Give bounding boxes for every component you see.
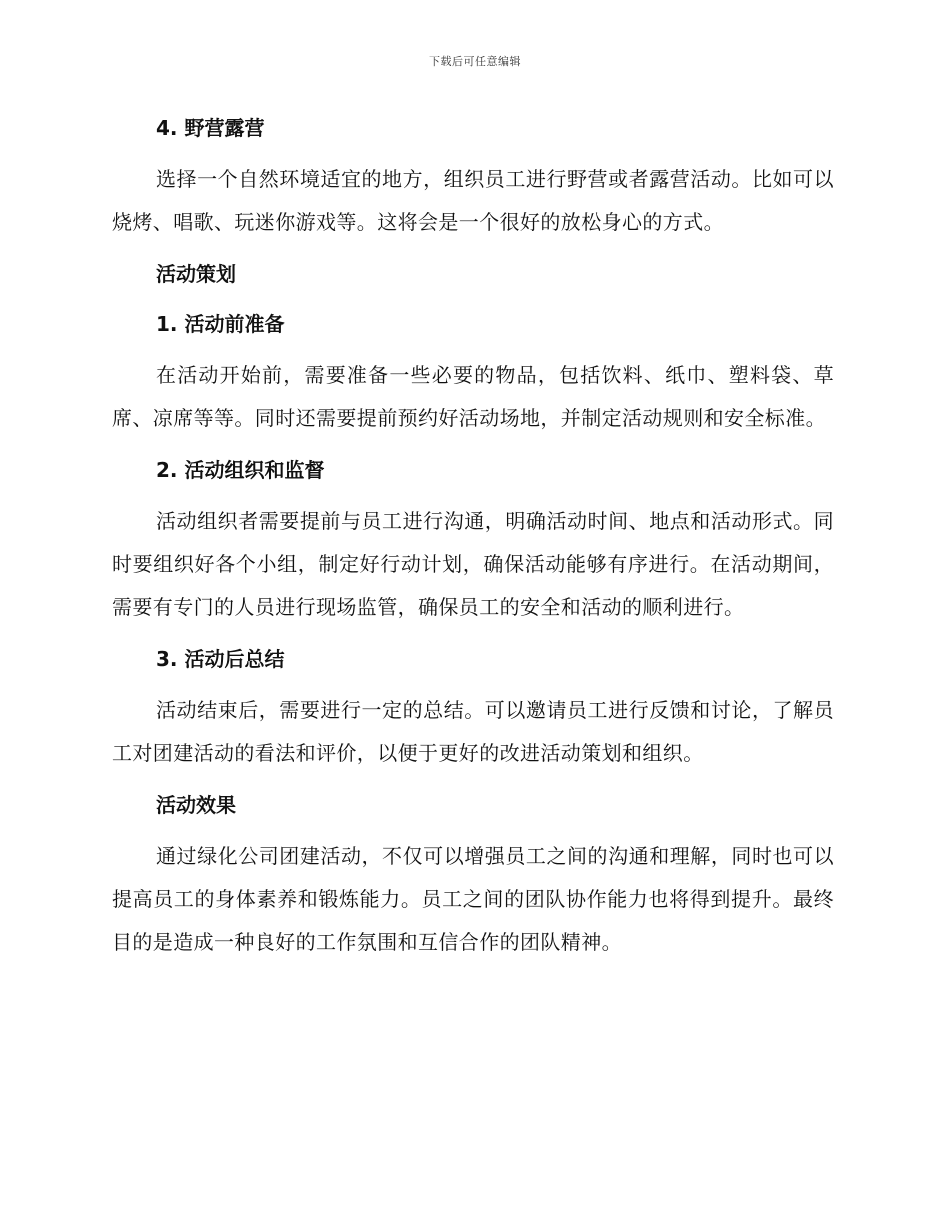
section-heading-summary: 3. 活动后总结	[156, 647, 285, 671]
paragraph-summary: 活动结束后，需要进行一定的总结。可以邀请员工进行反馈和讨论，了解员工对团建活动的看法和评价，以便于更好的改进活动策划和组织。	[112, 698, 834, 765]
paragraph-effects: 通过绿化公司团建活动，不仅可以增强员工之间的沟通和理解，同时也可以提高员工的身体素养和锻炼能力。员工之间的团队协作能力也将得到提升。最终目的是造成一种良好的工作氛围和互信合作的团队精神。	[112, 844, 834, 954]
section-heading-effects: 活动效果	[156, 793, 236, 817]
section-heading-preparation: 1. 活动前准备	[156, 312, 285, 336]
header-note: 下载后可任意编辑	[429, 55, 521, 68]
section-heading-activity-planning: 活动策划	[156, 262, 236, 286]
paragraph-camping: 选择一个自然环境适宜的地方，组织员工进行野营或者露营活动。比如可以烧烤、唱歌、玩迷你游戏等。这将会是一个很好的放松身心的方式。	[112, 167, 834, 234]
section-heading-camping: 4. 野营露营	[156, 116, 265, 140]
paragraph-organization: 活动组织者需要提前与员工进行沟通，明确活动时间、地点和活动形式。同时要组织好各个小组，制定好行动计划，确保活动能够有序进行。在活动期间，需要有专门的人员进行现场监管，确保员工的安全和活动的顺利进行。	[112, 509, 834, 619]
section-heading-organization: 2. 活动组织和监督	[156, 458, 325, 482]
paragraph-preparation: 在活动开始前，需要准备一些必要的物品，包括饮料、纸巾、塑料袋、草席、凉席等等。同时还需要提前预约好活动场地，并制定活动规则和安全标准。	[112, 363, 834, 430]
document-body	[112, 108, 834, 974]
